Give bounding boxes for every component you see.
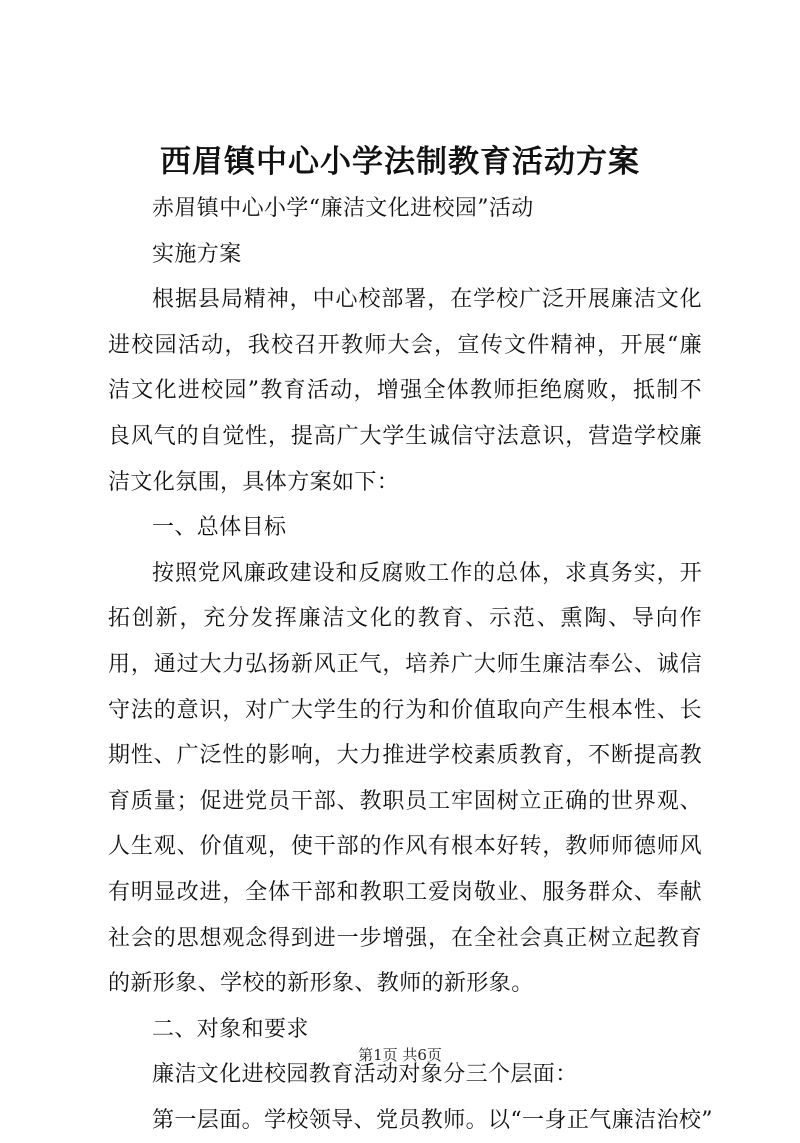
section-heading-goals: 一、总体目标 xyxy=(152,515,287,541)
section-heading-targets: 二、对象和要求 xyxy=(152,1016,309,1042)
first-level-paragraph: 第一层面。学校领导、党员教师。以“一身正气廉洁治校” xyxy=(152,1107,713,1133)
document-body xyxy=(108,186,713,1143)
subtitle-line-2: 实施方案 xyxy=(152,241,242,267)
intro-paragraph: 根据县局精神，中心校部署，在学校广泛开展廉洁文化进校园活动，我校召开教师大会，宣传文件精神，开展“廉洁文化进校园”教育活动，增强全体教师拒绝腐败，抵制不良风气的自觉性，提高广大学生诚信守法意识，营造学校廉洁文化氛围，具体方案如下： xyxy=(108,287,702,495)
page-number-footer: 第1页 共6页 xyxy=(358,1046,442,1064)
subtitle-line: 赤眉镇中心小学“廉洁文化进校园”活动 xyxy=(152,196,534,221)
goals-paragraph: 按照党风廉政建设和反腐败工作的总体，求真务实，开拓创新，充分发挥廉洁文化的教育、示范、熏陶、导向作用，通过大力弘扬新风正气，培养广大师生廉洁奉公、诚信守法的意识，对广大学生的行为和价值取向产生根本性、长期性、广泛性的影响，大力推进学校素质教育，不断提高教育质量；促进党员干部、教职员工牢固树立正确的世界观、人生观、价值观，使干部的作风有根本好转，教师师德师风有明显改进，全体干部和教职工爱岗敬业、服务群众、奉献社会的思想观念得到进一步增强，在全社会真正树立起教育的新形象、学校的新形象、教师的新形象。 xyxy=(108,560,702,997)
document-title: 西眉镇中心小学法制教育活动方案 xyxy=(160,144,640,180)
targets-paragraph: 廉洁文化进校园教育活动对象分三个层面： xyxy=(152,1062,578,1088)
